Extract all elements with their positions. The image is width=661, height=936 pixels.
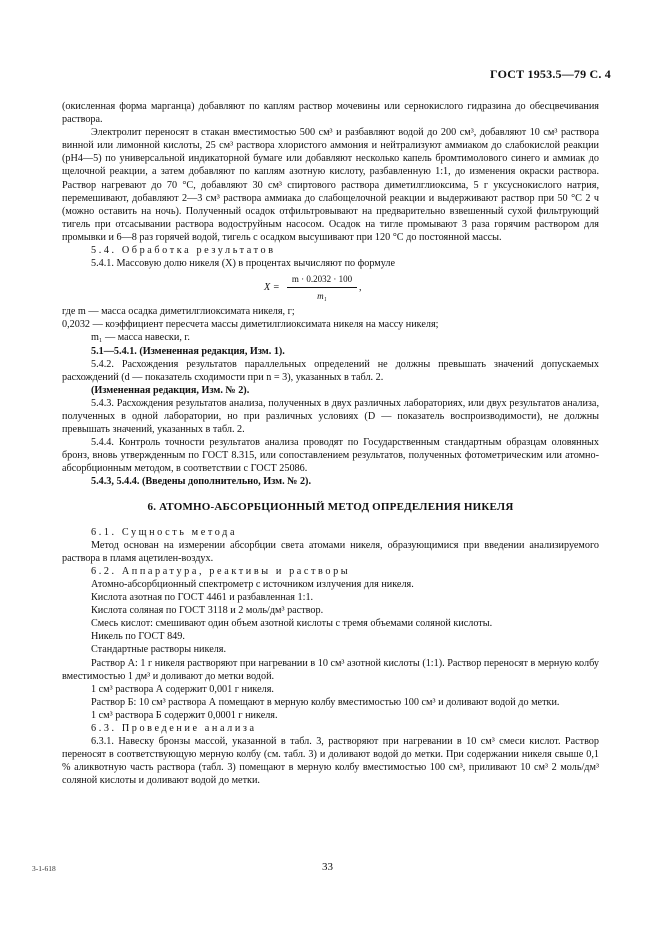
page-header: ГОСТ 1953.5—79 С. 4 — [490, 67, 611, 81]
edition-note: (Измененная редакция, Изм. № 2). — [91, 384, 250, 396]
paragraph: 1 см³ раствора А содержит 0,001 г никеля. — [91, 683, 274, 695]
formula — [62, 273, 599, 303]
section-title: 6. АТОМНО-АБСОРБЦИОННЫЙ МЕТОД ОПРЕДЕЛЕНИЯ НИКЕЛЯ — [147, 500, 514, 513]
formula-legend: m₁ — масса навески, г. — [91, 332, 190, 344]
document-body — [62, 100, 599, 788]
paragraph: Смесь кислот: смешивают один объем азотной кислоты с тремя объемами соляной кислоты. — [91, 618, 493, 630]
paragraph: 5.4.1. Массовую долю никеля (X) в процентах вычисляют по формуле — [91, 258, 395, 270]
formula-legend: где m — масса осадка диметилглиоксимата никеля, г; — [62, 306, 295, 318]
paragraph: 6.3.1. Навеску бронзы массой, указанной в табл. 3, растворяют при нагревании в 10 см³ смеси кислот. Раствор переносят в соответствующую мерную колбу (см. табл. 3) и доливают водой до метки. При содержании никеля свыше 0,1 % аликвотную часть раствора (табл. 3) помещают в мерную колбу вместимостью 100 см³, приливают 10 см³ 2 моль/дм³ соляной кислоты и доливают водой до метки. — [62, 736, 599, 787]
edition-note: 5.4.3, 5.4.4. (Введены дополнительно, Изм. № 2). — [91, 476, 312, 488]
subsection-heading: 6.1. Сущность метода — [91, 526, 238, 538]
paragraph: 1 см³ раствора Б содержит 0,0001 г никеля. — [91, 709, 278, 721]
formula-comma: , — [359, 282, 362, 294]
paragraph: Атомно-абсорбционный спектрометр с источником излучения для никеля. — [91, 579, 414, 590]
paragraph: Кислота соляная по ГОСТ 3118 и 2 моль/дм³ раствор. — [91, 605, 324, 617]
formula-legend: 0,2032 — коэффициент пересчета массы диметилглиоксимата никеля на массу никеля; — [62, 319, 439, 331]
formula-lhs: X = — [264, 282, 280, 294]
formula-numerator: m · 0.2032 · 100 — [287, 273, 357, 288]
subsection-heading: 6.2. Аппаратура, реактивы и растворы — [91, 565, 351, 577]
paragraph: (окисленная форма марганца) добавляют по каплям раствор мочевины или сернокислого гидразина до обесцвечивания раствора. — [62, 101, 599, 126]
formula-fraction — [287, 273, 357, 303]
subsection-heading: 6.3. Проведение анализа — [91, 723, 257, 735]
paragraph: Никель по ГОСТ 849. — [91, 631, 185, 643]
edition-note: 5.1—5.4.1. (Измененная редакция, Изм. 1). — [91, 345, 285, 357]
formula-denominator: m₁ — [317, 291, 327, 302]
paragraph: Раствор Б: 10 см³ раствора А помещают в мерную колбу вместимостью 100 см³ и доливают водой до метки. — [91, 696, 560, 708]
paragraph: Метод основан на измерении абсорбции света атомами никеля, образующимися при введении анализируемого раствора в пламя ацетилен-воздух. — [62, 539, 599, 564]
paragraph: 5.4.4. Контроль точности результатов анализа проводят по Государственным стандартным образцам оловянных бронз, вновь утвержденным по ГОСТ 8.315, или сопоставлением результатов, полученных фотометрическим или атомно-абсорбционным методом, в соответствии с ГОСТ 25086. — [62, 437, 599, 475]
paragraph: Стандартные растворы никеля. — [91, 644, 227, 656]
paragraph: 5.4.2. Расхождения результатов параллельных определений не должны превышать значений допускаемых расхождений (d — показатель сходимости при n = 3), указанных в табл. 2. — [62, 358, 599, 383]
print-code: 3-1-618 — [32, 864, 56, 873]
page-number: 33 — [322, 861, 333, 873]
paragraph: Кислота азотная по ГОСТ 4461 и разбавленная 1:1. — [91, 592, 314, 604]
subsection-heading: 5.4. Обработка результатов — [91, 245, 276, 257]
paragraph: Раствор А: 1 г никеля растворяют при нагревании в 10 см³ азотной кислоты (1:1). Раствор переносят в мерную колбу вместимостью 1 дм³ и доливают до метки водой. — [62, 657, 599, 682]
paragraph: Электролит переносят в стакан вместимостью 500 см³ и разбавляют водой до 200 см³, добавляют 10 см³ раствора винной или лимонной кислоты, 25 см³ раствора хлористого аммония и нейтрализуют аммиаком до слабокислой реакции (рН4—5) по универсальной индикаторной бумаге или добавляют несколько капель бромтимолового синего и аммиак до щелочной реакции, а затем добавляют по каплям азотную кислоту, разбавленную 1:1, до изменения окраски раствора. Раствор нагревают до 70 °С, добавляют 30 см³ спиртового раствора диметилглиоксима, 5 г уксуснокислого натрия, перемешивают, добавляют 2—3 см³ раствора аммиака до слабощелочной реакции и выдерживают раствор при 50 °С 2 ч (можно оставить на ночь). Полученный осадок отфильтровывают на предварительно взвешенный сухой фильтрующий тигель при отсасывании раствора водоструйным насосом. Осадок на тигле промывают 3 раза горячим раствором для промывки и 6—8 раз горячей водой, тигель с осадком высушивают при 120 °С до постоянной массы. — [62, 127, 599, 243]
paragraph: 5.4.3. Расхождения результатов анализа, полученных в двух различных лабораториях, или двух результатов анализа, полученных в одной лаборатории, но при различных условиях (D — показатель воспроизводимости), не должны превышать значений, указанных в табл. 2. — [62, 397, 599, 436]
